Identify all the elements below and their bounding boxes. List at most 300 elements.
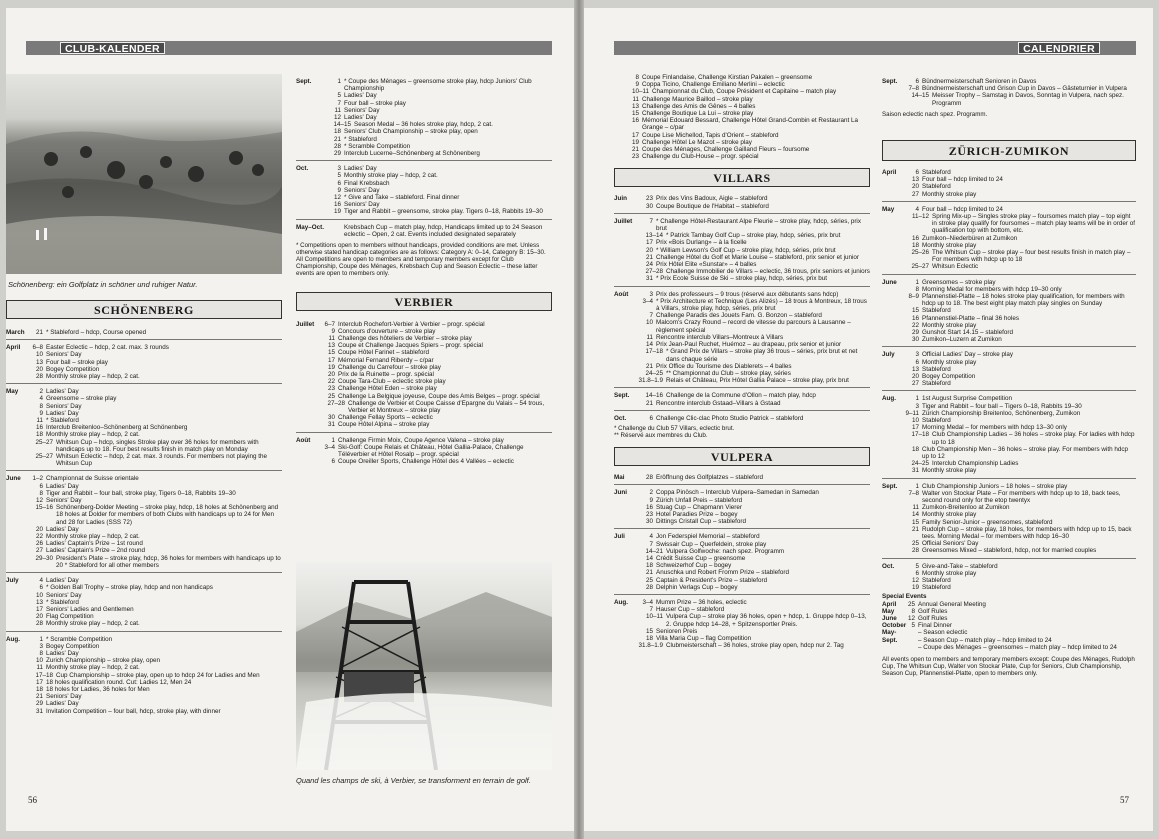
calendar-entry: [638, 606, 870, 613]
entries: [638, 195, 870, 209]
entry-text: Hotel Paradies Prize – bogey: [656, 510, 738, 518]
entry-date: 21: [645, 399, 653, 407]
entry-text: Bogey Competition: [922, 372, 976, 380]
entry-date: 18: [35, 431, 43, 439]
special-text: Golf Rules: [918, 607, 948, 615]
section-title-schoenenberg: SCHÖNENBERG: [6, 300, 282, 319]
entry-text: Monthly stroke play: [922, 511, 977, 519]
calendar-entry: [638, 555, 870, 562]
calendar-entry: [904, 85, 1136, 92]
entry-date: 9: [39, 409, 43, 417]
entry-text: Coupe Oreiller Sports, Challenge Hôtel des 4 Vallées – eclectic: [338, 458, 514, 466]
calendar-entry: [638, 363, 870, 370]
calendar-entry: [28, 650, 282, 657]
entry-text: Senioren Preis: [656, 627, 698, 635]
entry-date: 4: [915, 205, 919, 213]
entry-text: Give-and-Take – stableford: [922, 562, 998, 570]
entry-text: Interclub Breitenloo–Schönenberg at Schönenberg: [46, 424, 188, 432]
entry-date: 6–8: [32, 344, 43, 352]
special-month: October: [882, 622, 907, 630]
entry-date: 10–11: [645, 613, 663, 621]
month-label: May–Oct.: [296, 223, 324, 231]
entry-text: * Grand Prix de Villars – stroke play 36 trous – séries, prix brut et net dans chaque série: [666, 348, 858, 363]
calendar-entry: [28, 584, 282, 591]
entry-text: Coupe Lise Michellod, Tapis d'Orient – stableford: [642, 131, 779, 139]
calendar-entry: [28, 540, 282, 547]
divider: [6, 470, 282, 471]
entry-date: 30: [645, 518, 653, 526]
calendar-entry: [320, 414, 552, 421]
entry-text: * Stableford: [46, 417, 79, 425]
entry-date: 3–4: [642, 598, 653, 606]
entry-date: 10–11: [631, 88, 649, 96]
entry-text: Invitation Competition – four ball, hdcp, stroke play, with dinner: [46, 707, 221, 715]
entry-date: 7: [649, 606, 653, 614]
calendar-entry: [28, 613, 282, 620]
entry-date: 16: [911, 234, 919, 242]
calendar-entry: [624, 96, 870, 103]
entry-text: * Scramble Competition: [344, 142, 411, 150]
entry-text: * Stableford: [46, 598, 79, 606]
entry-text: Stableford: [922, 417, 951, 424]
calendar-entry: [28, 504, 282, 526]
month-label: July: [882, 351, 895, 359]
calendar-entry: [28, 395, 282, 402]
entry-text: Challenge Maurice Baillod – stroke play: [642, 95, 753, 103]
calendar-entry: [904, 547, 1136, 554]
entry-date: 25–27: [35, 438, 53, 446]
calendar-entry: [638, 400, 870, 407]
month-block: [6, 475, 282, 569]
calendar-entry: [638, 415, 870, 422]
month-block: [614, 218, 870, 283]
calendar-entry: [28, 533, 282, 540]
entry-text: Whitsun Cup – hdcp, singles Stroke play over 36 holes for members with handicaps up to 18. Four best results finish in match play on Monday: [56, 438, 259, 453]
header-band: [26, 41, 552, 55]
entries: [28, 388, 282, 467]
golf-landscape-image: [6, 74, 282, 274]
calendar-entry: [28, 439, 282, 453]
special-month: June: [882, 615, 897, 623]
special-month: Sept.: [882, 636, 898, 644]
month-block: [6, 329, 282, 336]
entry-text: Monthly stroke play: [922, 569, 977, 577]
entry-date: 20: [911, 183, 919, 191]
divider: [882, 390, 1136, 391]
entry-date: 27: [35, 547, 43, 555]
entry-date: 24–25: [645, 369, 663, 377]
month-label: Oct.: [882, 562, 895, 570]
month-block: [614, 599, 870, 649]
calendar-entry: [28, 366, 282, 373]
entry-date: 1: [39, 635, 43, 643]
entry-date: 20: [35, 525, 43, 533]
special-date: 5: [911, 622, 915, 630]
calendar-entry: [28, 693, 282, 700]
entry-date: 28: [645, 474, 653, 482]
entry-text: Challenge Firmin Moix, Coupe Agence Valena – stroke play: [338, 436, 504, 444]
entry-text: Ladies' Day: [46, 700, 79, 708]
entry-date: 15–16: [35, 504, 53, 512]
entry-date: 13: [631, 102, 639, 110]
month-block: [296, 321, 552, 429]
entries: [638, 474, 870, 481]
entry-date: 30: [645, 202, 653, 210]
entry-date: 26: [35, 540, 43, 548]
calendar-entry: [638, 548, 870, 555]
golf-course-photo: [6, 74, 282, 274]
calendar-entry: [28, 599, 282, 606]
calendar-entry: [638, 370, 870, 377]
entries: [326, 165, 552, 215]
calendar-entry: [904, 169, 1136, 176]
divider: [614, 410, 870, 411]
month-block: [614, 74, 870, 160]
calendar-entry: [904, 279, 1136, 286]
calendar-entry: [326, 143, 552, 150]
calendar-entry: [904, 431, 1136, 445]
entry-date: 1: [915, 278, 919, 286]
special-date: 8: [911, 607, 915, 615]
calendar-entry: [638, 497, 870, 504]
entry-text: Stableford: [922, 584, 951, 592]
calendar-entry: [638, 635, 870, 642]
entry-date: 19: [327, 363, 335, 371]
month-label: Sept.: [614, 392, 630, 400]
entry-text: Meisser Trophy – Samstag in Davos, Sonntag in Vulpera, nach spez. Programm: [932, 92, 1124, 107]
entry-text: Monthly stroke play – hdcp, 2 cat.: [46, 620, 140, 628]
entry-text: Zürich Championship Breitenloo, Schönenberg, Zumikon: [922, 409, 1081, 417]
calendar-entry: [28, 664, 282, 671]
entry-date: 13: [35, 358, 43, 366]
calendar-entry: [320, 328, 552, 335]
page-number: 56: [28, 795, 37, 805]
entry-text: Coupe Tara-Club – eclectic stroke play: [338, 378, 446, 386]
entry-date: 18: [645, 562, 653, 570]
entry-text: Monthly stroke play – hdcp, 2 cat.: [46, 431, 140, 439]
calendar-entry: [904, 249, 1136, 263]
entry-text: Coupe Finlandaise, Challenge Kirstian Pakalen – greensome: [642, 74, 813, 81]
month-label: Sept.: [882, 78, 898, 85]
entry-date: 22: [911, 321, 919, 329]
calendar-entry: [638, 642, 870, 649]
entry-text: Monthly stroke play: [922, 358, 977, 366]
entry-text: * Challenge Hôtel-Restaurant Alpe Fleurie – stroke play, hdcp, séries, prix brut: [656, 217, 861, 233]
entry-text: Morning Medal for members with hdcp 19–30 only: [922, 285, 1062, 293]
calendar-entry: [638, 584, 870, 591]
calendar-entry: [904, 403, 1136, 410]
entry-date: 25–27: [35, 453, 53, 461]
entry-text: Rudolph Cup – stroke play, 18 holes, for members with hdcp up to 15, back tees. Morning Medal – for members with hdcp 16–30: [922, 525, 1132, 541]
entries: [28, 329, 282, 336]
entry-text: Schweizerhof Cup – bogey: [656, 562, 732, 570]
entry-text: Challenge de Verbier et Coupe Caisse d'Epargne du Valais – 54 trous, Verbier et Montreux – stroke play: [348, 399, 545, 414]
calendar-entry: [28, 679, 282, 686]
month-block: [882, 206, 1136, 271]
calendar-entry: [638, 613, 870, 627]
entry-date: 11–12: [911, 212, 929, 220]
entry-text: Stableford: [922, 168, 951, 176]
calendar-entry: [638, 474, 870, 481]
calendar-entry: [320, 400, 552, 414]
entry-text: Tiger and Rabbit – four ball, stroke play, Tigers 0–18, Rabbits 19–30: [46, 489, 236, 497]
entry-text: Jon Federspiel Memorial – stableford: [656, 533, 760, 541]
entry-date: 28: [35, 620, 43, 628]
entry-text: Whitsun Eclectic: [932, 263, 979, 271]
entry-text: Zumikon–Niederbüren at Zumikon: [922, 234, 1018, 242]
entry-text: Crédit Suisse Cup – greensome: [656, 554, 746, 562]
calendar-entry: [326, 92, 552, 99]
entry-text: Ladies' Day: [46, 577, 79, 585]
entry-date: 25: [911, 540, 919, 548]
calendar-entry: [320, 335, 552, 342]
entry-text: Morning Medal – for members with hdcp 13–30 only: [922, 424, 1067, 432]
entry-text: Seniors' Ladies and Gentlemen: [46, 605, 134, 613]
entry-text: Whitsun Eclectic – hdcp, 2 cat. max. 3 rounds. For members not playing the Whitsun Cup: [56, 453, 268, 468]
month-label: March: [6, 329, 25, 336]
entry-date: 15: [645, 627, 653, 635]
entry-date: 16: [631, 117, 639, 125]
entry-date: 21: [645, 569, 653, 577]
calendar-entry: [28, 636, 282, 643]
month-block: [614, 291, 870, 385]
entry-date: 4: [649, 533, 653, 541]
entry-text: Stuag Cup – Chapmann Vierer: [656, 503, 742, 511]
entry-date: 27–28: [327, 399, 345, 407]
calendar-entry: [904, 322, 1136, 329]
special-text: – Coupe des Ménages – greensomes – match play – hdcp limited to 24: [918, 643, 1117, 651]
calendar-entry: [320, 378, 552, 385]
divider: [614, 387, 870, 388]
calendar-entry: [28, 620, 282, 627]
entry-date: 15: [631, 110, 639, 118]
entry-date: 20: [645, 246, 653, 254]
entry-date: 23: [327, 385, 335, 393]
entry-date: 1: [331, 436, 335, 444]
entry-text: * Patrick Tambay Golf Cup – stroke play, hdcp, séries, prix brut: [666, 232, 841, 240]
entry-text: Prix des professeurs – 9 trous (réservé aux débutants sans hdcp): [656, 290, 839, 298]
divider: [296, 432, 552, 433]
calendar-entry: [28, 329, 282, 336]
calendar-entry: [326, 224, 552, 238]
entry-date: 17–18: [35, 671, 53, 679]
page-header: CLUB-KALENDER: [60, 42, 165, 54]
month-block: [6, 388, 282, 467]
entry-date: 6: [331, 458, 335, 466]
entry-date: 23: [645, 510, 653, 518]
calendar-entry: [28, 483, 282, 490]
divider: [614, 594, 870, 595]
entry-text: Family Senior-Junior – greensomes, stableford: [922, 518, 1053, 526]
entry-text: * Stableford – hdcp, Course opened: [46, 329, 147, 336]
entry-date: 3: [39, 642, 43, 650]
right-page: [584, 8, 1153, 831]
entry-text: Prix de la Ruinette – progr. spécial: [338, 370, 434, 378]
entry-text: Zürich Unfall Preis – stableford: [656, 496, 743, 504]
entry-text: Cup Championship – stroke play, open up to hdcp 24 for Ladies and Men: [56, 671, 260, 679]
ski-lift-photo: [296, 562, 552, 770]
entry-text: Club Championship Ladies – 36 holes – stroke play. For ladies with hdcp up to 18: [932, 431, 1135, 446]
entry-date: 17: [911, 424, 919, 432]
entry-text: Interclub Lucerne–Schönenberg at Schönenberg: [344, 150, 480, 158]
entry-date: 13–14: [645, 232, 663, 240]
entry-date: 31: [911, 467, 919, 475]
entry-text: Eröffnung des Golfplatzes – stableford: [656, 474, 763, 482]
calendar-entry: [320, 349, 552, 356]
divider: [6, 572, 282, 573]
calendar-entry: [624, 74, 870, 81]
calendar-entry: [904, 176, 1136, 183]
calendar-entry: [326, 194, 552, 201]
month-label: Juni: [614, 489, 627, 497]
month-block: [882, 78, 1136, 107]
entry-date: 18: [911, 241, 919, 249]
calendar-entry: [904, 410, 1136, 417]
calendar-entry: [904, 460, 1136, 467]
calendar-entry: [904, 351, 1136, 358]
entry-text: Mumm Prize – 36 holes, eclectic: [656, 598, 747, 606]
entry-text: Prix Hôtel Elite «Sunstar» – 4 balles: [656, 261, 757, 269]
calendar-entry: [638, 239, 870, 246]
calendar-entry: [320, 458, 552, 465]
entries: [904, 395, 1136, 474]
special-month: April: [882, 600, 897, 608]
divider: [6, 383, 282, 384]
entry-date: 12: [35, 497, 43, 505]
entries: [624, 74, 870, 160]
entry-text: Relais et Château, Prix Hôtel Gallia Palace – stroke play, prix brut: [666, 377, 849, 385]
entry-date: 6: [39, 482, 43, 490]
month-block: [882, 279, 1136, 344]
entry-text: Ladies' Day: [46, 388, 79, 396]
entry-date: 21: [333, 135, 341, 143]
calendar-entry: [904, 263, 1136, 270]
section-title-vulpera: VULPERA: [614, 447, 870, 466]
entry-date: 18: [35, 685, 43, 693]
villars-note: * Challenge du Club 57 Villars, eclectic brut. ** Réservé aux membres du Club.: [614, 424, 735, 440]
calendar-entry: [28, 643, 282, 650]
calendar-entry: [320, 321, 552, 328]
entry-text: Challenge Boutique La Lui – stroke play: [642, 110, 754, 118]
entries: [320, 321, 552, 429]
calendar-entry: [326, 128, 552, 135]
calendar-entry: [904, 563, 1136, 570]
divider: [614, 528, 870, 529]
month-label: June: [6, 475, 21, 483]
calendar-entry: [326, 165, 552, 172]
entry-date: 17: [327, 356, 335, 364]
month-label: April: [6, 344, 21, 352]
entry-date: 29: [911, 328, 919, 336]
calendar-entry: [904, 359, 1136, 366]
entry-text: Ladies' Captain's Prize – 1st round: [46, 540, 143, 548]
entry-text: * William Lewson's Golf Cup – stroke play, hdcp, séries, prix brut: [656, 246, 836, 254]
entry-date: 7: [649, 540, 653, 548]
calendar-entry: [28, 410, 282, 417]
divider: [6, 339, 282, 340]
entry-text: Bogey Competition: [46, 365, 100, 373]
entry-text: Greensomes – stroke play: [922, 278, 996, 286]
entry-text: Concours d'ouverture – stroke play: [338, 327, 436, 335]
entry-date: 29: [333, 150, 341, 158]
entry-date: 13: [911, 176, 919, 184]
calendar-entry: [904, 570, 1136, 577]
calendar-entry: [638, 577, 870, 584]
lucerne-schedule: [296, 78, 552, 238]
calendar-entry: [326, 107, 552, 114]
verbier-schedule: [296, 321, 552, 466]
calendar-entry: [638, 541, 870, 548]
page-header: CALENDRIER: [1018, 42, 1100, 54]
entry-date: 25–26: [911, 248, 929, 256]
month-label: Juillet: [614, 217, 633, 225]
entry-text: Seniors' Day: [344, 106, 380, 114]
entry-date: [326, 224, 344, 238]
calendar-entry: [624, 153, 870, 160]
month-block: [296, 224, 552, 238]
entry-text: Season Medal – 36 holes stroke play, hdcp, 2 cat.: [354, 121, 493, 129]
special-event: [882, 601, 1136, 608]
special-events-title: Special Events: [882, 593, 927, 601]
calendar-entry: [904, 242, 1136, 249]
entry-date: 21: [35, 329, 43, 336]
entry-date: 14: [911, 511, 919, 519]
entry-date: 8–9: [908, 292, 919, 300]
entry-text: Ladies' Day: [344, 92, 377, 100]
divider: [882, 558, 1136, 559]
calendar-entry: [28, 359, 282, 366]
entry-text: Hauser Cup – stableford: [656, 606, 725, 614]
month-label: Août: [296, 436, 311, 444]
month-block: [614, 489, 870, 525]
entry-date: 9–11: [905, 409, 919, 417]
entry-date: 13: [35, 598, 43, 606]
entry-text: * Golden Ball Trophy – stroke play, hdcp and non handicaps: [46, 584, 213, 592]
entry-date: 16: [645, 503, 653, 511]
entry-date: 17–18: [911, 431, 929, 439]
calendar-entry: [638, 298, 870, 312]
entry-text: Seniors' Day: [344, 201, 380, 209]
entry-date: 10: [35, 591, 43, 599]
entry-date: 17–18: [645, 348, 663, 356]
entry-text: Four ball – stroke play: [344, 99, 406, 107]
calendar-entry: [326, 136, 552, 143]
entry-text: Monthly stroke play – hdcp, 2 cat.: [344, 172, 438, 180]
entries: [904, 279, 1136, 344]
calendar-entry: [904, 78, 1136, 85]
entry-date: 9: [337, 186, 341, 194]
special-event: [882, 622, 1136, 629]
schoenenberg-schedule: [6, 329, 282, 715]
entry-date: 6: [915, 569, 919, 577]
entry-text: Ski-Golf: Coupe Relais et Château, Hôtel Gallia-Palace, Challenge Téléverbier et Hôtel Rosalp – progr. spécial: [338, 443, 524, 458]
entry-text: Stableford: [922, 365, 951, 373]
calendar-entry: [28, 417, 282, 424]
entries: [326, 78, 552, 157]
calendar-entry: [624, 110, 870, 117]
entry-text: Bündnermeisterschaft Senioren in Davos: [922, 78, 1037, 85]
entry-text: Ladies' Day: [344, 165, 377, 173]
divider: [296, 160, 552, 161]
entry-date: 10: [911, 417, 919, 424]
entry-date: 9: [649, 496, 653, 504]
calendar-entry: [638, 348, 870, 362]
entry-text: ** Championnat du Club – stroke play, séries: [666, 369, 791, 377]
book-fold: [574, 0, 584, 839]
entries: [638, 415, 870, 422]
calendar-entry: [638, 569, 870, 576]
calendar-entry: [904, 577, 1136, 584]
